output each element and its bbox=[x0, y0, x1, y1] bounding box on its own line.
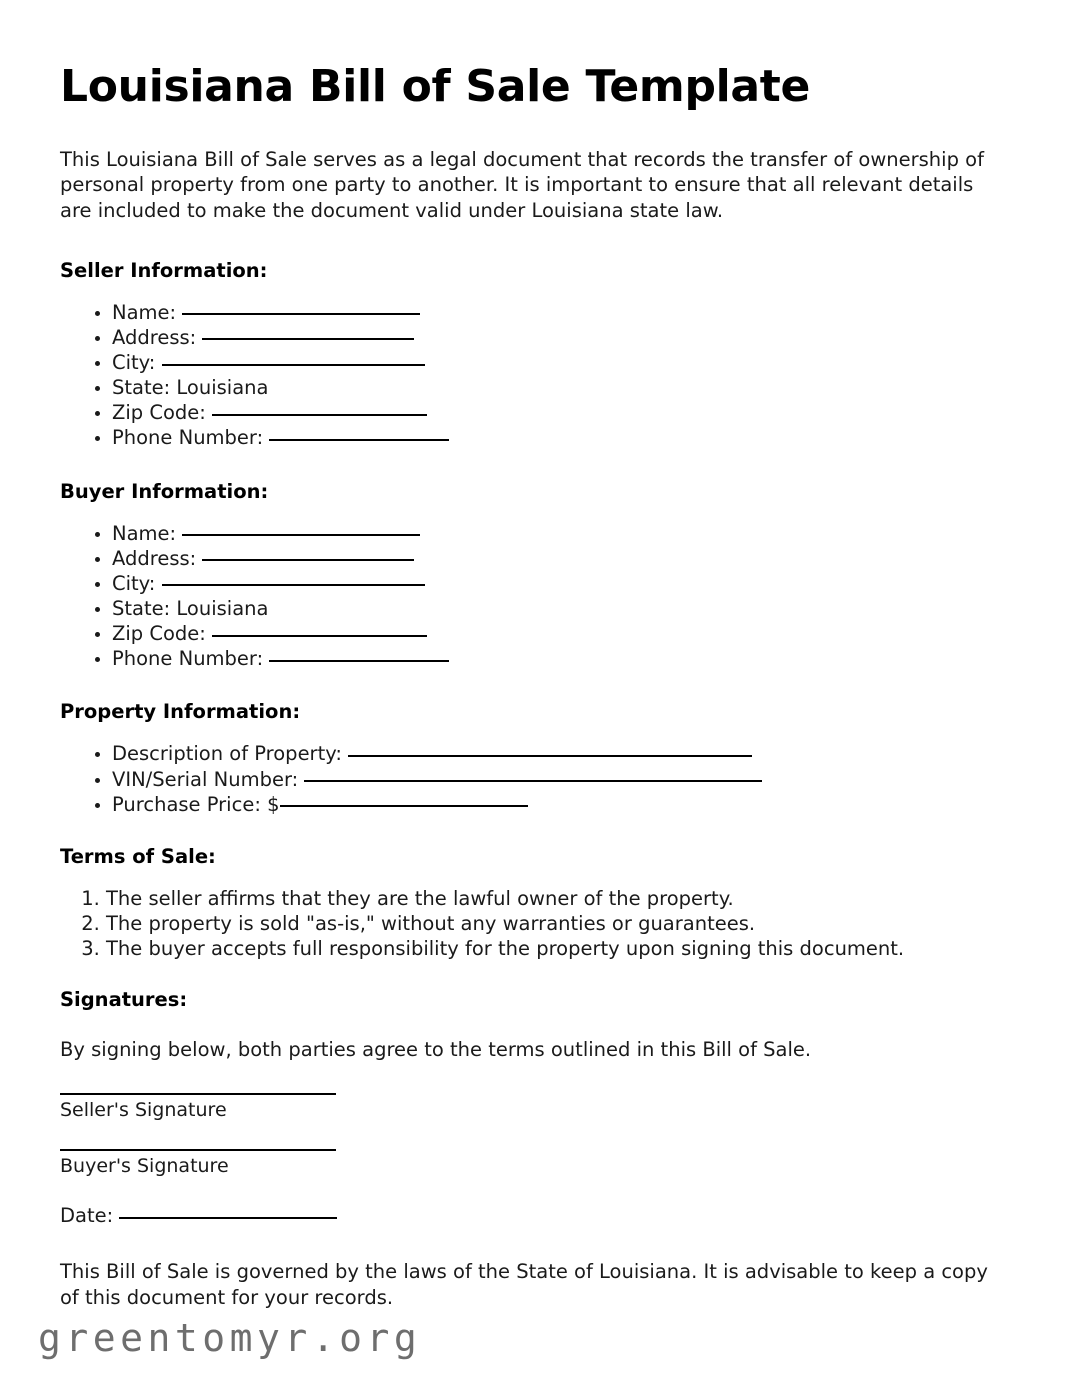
intro-paragraph: This Louisiana Bill of Sale serves as a legal document that records the transfer of ownership of personal property from one party to another. It is important to ensure that all relevant details are included to make the document valid under Louisiana state law. bbox=[60, 147, 984, 222]
field-label: VIN/Serial Number: bbox=[112, 767, 305, 791]
list-item bbox=[112, 546, 995, 571]
list-item bbox=[112, 521, 995, 546]
buyer-information-heading: Buyer Information: bbox=[60, 479, 269, 503]
date-field-row bbox=[60, 1178, 995, 1228]
blank-fill-line[interactable] bbox=[212, 414, 427, 416]
seller-information-heading: Seller Information: bbox=[60, 258, 268, 282]
list-item bbox=[112, 792, 995, 817]
blank-fill-line[interactable] bbox=[269, 660, 449, 662]
buyer-signature-caption: Buyer's Signature bbox=[60, 1154, 229, 1177]
seller-signature-block bbox=[60, 1063, 995, 1123]
field-label: City: bbox=[112, 351, 162, 374]
list-item bbox=[112, 571, 995, 596]
page-title: Louisiana Bill of Sale Template bbox=[60, 61, 811, 112]
signatures-heading: Signatures: bbox=[60, 988, 188, 1012]
date-label: Date: bbox=[60, 1204, 120, 1228]
list-item bbox=[112, 300, 995, 325]
property-information-heading: Property Information: bbox=[60, 700, 301, 724]
field-label: Zip Code: bbox=[112, 401, 213, 425]
list-item bbox=[112, 621, 995, 646]
date-blank-line[interactable] bbox=[119, 1217, 337, 1219]
field-label: Name: bbox=[112, 300, 183, 324]
field-label: State: Louisiana bbox=[112, 596, 269, 620]
property-field-list bbox=[60, 723, 995, 816]
list-item bbox=[112, 325, 995, 350]
terms-of-sale-list bbox=[60, 868, 995, 961]
blank-fill-line[interactable] bbox=[202, 338, 414, 340]
blank-fill-line[interactable] bbox=[269, 439, 449, 441]
list-item: 3. The buyer accepts full responsibility for the property upon signing this document. bbox=[106, 936, 995, 961]
field-label: Phone Number: bbox=[112, 647, 270, 671]
list-item bbox=[112, 596, 995, 621]
field-label: City: bbox=[112, 571, 162, 595]
field-label: Description of Property: bbox=[112, 742, 349, 766]
site-watermark: greentomyr.org bbox=[38, 1316, 422, 1360]
closing-paragraph: This Bill of Sale is governed by the laws of the State of Louisiana. It is advisable to keep a copy of this document for your records. bbox=[60, 1259, 988, 1309]
blank-fill-line[interactable] bbox=[304, 780, 762, 782]
blank-fill-line[interactable] bbox=[182, 313, 420, 315]
buyer-signature-block bbox=[60, 1123, 995, 1179]
blank-fill-line[interactable] bbox=[280, 805, 528, 807]
list-item bbox=[112, 767, 995, 792]
field-label: Address: bbox=[112, 546, 203, 570]
field-label: Name: bbox=[112, 521, 183, 545]
list-item bbox=[112, 400, 995, 425]
blank-fill-line[interactable] bbox=[212, 635, 427, 637]
list-item bbox=[112, 375, 995, 400]
blank-fill-line[interactable] bbox=[202, 559, 414, 561]
document-content bbox=[60, 0, 995, 1310]
field-label: Phone Number: bbox=[112, 426, 270, 450]
buyer-field-list bbox=[60, 503, 995, 672]
field-label: Address: bbox=[112, 325, 203, 349]
terms-of-sale-heading: Terms of Sale: bbox=[60, 844, 216, 868]
list-item bbox=[112, 741, 995, 766]
blank-fill-line[interactable] bbox=[348, 755, 752, 757]
signatures-intro: By signing below, both parties agree to the terms outlined in this Bill of Sale. bbox=[60, 1038, 812, 1062]
field-label: Zip Code: bbox=[112, 622, 213, 646]
list-item bbox=[112, 425, 995, 450]
list-item bbox=[112, 350, 995, 375]
list-item: 1. The seller affirms that they are the lawful owner of the property. bbox=[106, 886, 995, 911]
list-item bbox=[112, 646, 995, 671]
blank-fill-line[interactable] bbox=[162, 364, 425, 366]
list-item: 2. The property is sold "as-is," without any warranties or guarantees. bbox=[106, 911, 995, 936]
field-label: Purchase Price: $ bbox=[112, 792, 280, 816]
seller-field-list bbox=[60, 282, 995, 451]
field-label: State: Louisiana bbox=[112, 376, 269, 400]
blank-fill-line[interactable] bbox=[182, 534, 420, 536]
seller-signature-caption: Seller's Signature bbox=[60, 1098, 227, 1121]
blank-fill-line[interactable] bbox=[162, 584, 425, 586]
